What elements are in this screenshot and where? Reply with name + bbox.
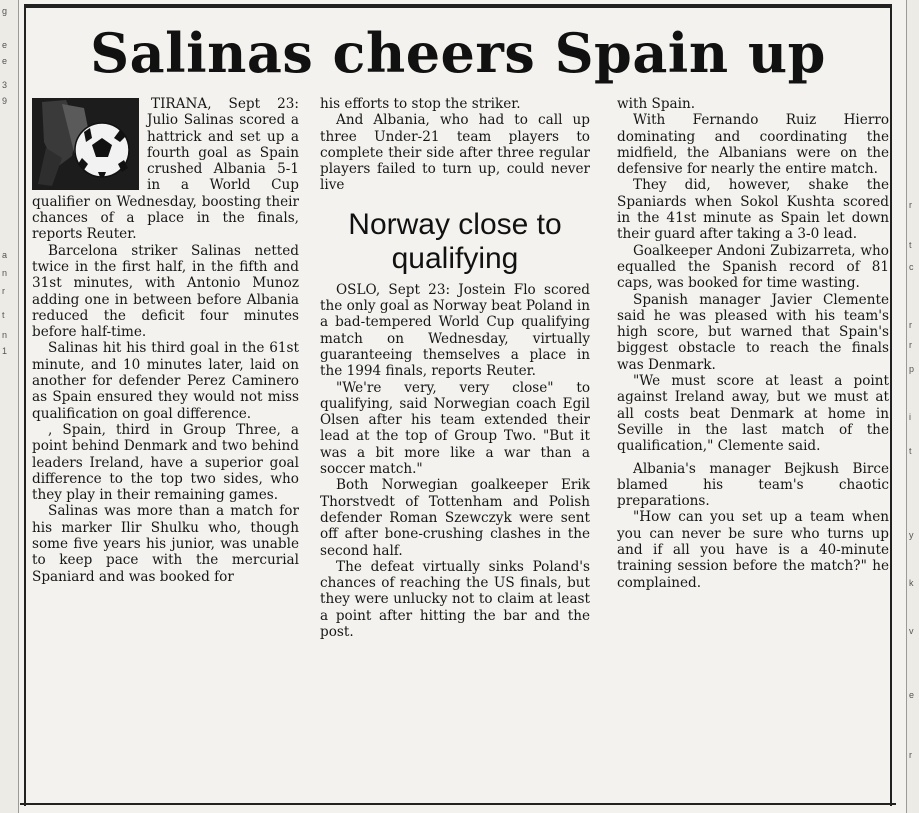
paragraph: Spanish manager Javier Clemente said he was pleased with his team's high score, but warned that Spain's biggest obstacle to reach the finals was Denmark. xyxy=(617,291,889,373)
paragraph: "How can you set up a team when you can never be sure who turns up and if all you have is a 40-minute training session before the match?" he complained. xyxy=(617,509,889,591)
paragraph-text: Julio Salinas scored a hattrick and set up a fourth goal as Spain crushed Albania 5-1 in a World Cup qualifier on Wednesday, boosting their chances of a place in the finals, reports Reuter. xyxy=(32,112,299,243)
margin-glyph: t xyxy=(909,446,912,456)
margin-glyph: p xyxy=(909,364,915,374)
paragraph: Salinas hit his third goal in the 61st minute, and 10 minutes later, laid on another for defender Perez Caminero as Spain ensured they would not miss qualification on goal difference. xyxy=(32,340,299,422)
dateline: TIRANA, Sept 23: xyxy=(151,96,299,112)
margin-glyph: 1 xyxy=(2,346,8,356)
paragraph: with Spain. xyxy=(617,96,696,112)
margin-glyph: y xyxy=(909,530,914,540)
margin-glyph: r xyxy=(909,750,912,760)
margin-glyph: r xyxy=(2,286,5,296)
paragraph: Both Norwegian goalkeeper Erik Thorstvedt of Tottenham and Polish defender Roman Szewczyk were sent off after bone-crushing clashes in the second half. xyxy=(320,477,590,559)
article-column-2 xyxy=(320,96,590,640)
margin-glyph: i xyxy=(909,412,911,422)
paragraph: "We must score at least a point against Ireland away, but we must at all costs beat Denmark at home in Seville in the last match of the qualification," Clemente said. xyxy=(617,373,889,455)
paragraph: OSLO, Sept 23: Jostein Flo scored the only goal as Norway beat Poland in a bad-tempered World Cup qualifying match on Wednesday, virtually guaranteeing themselves a place in the 1994 finals, reports Reuter. xyxy=(320,281,590,380)
article-column-3 xyxy=(617,96,889,591)
margin-glyph: r xyxy=(909,320,912,330)
article-column-1 xyxy=(32,96,299,585)
margin-glyph: n xyxy=(2,330,8,340)
margin-glyph: t xyxy=(909,240,912,250)
margin-glyph: r xyxy=(909,340,912,350)
margin-glyph: a xyxy=(2,250,8,260)
margin-glyph: e xyxy=(2,40,8,50)
paragraph: Goalkeeper Andoni Zubizarreta, who equalled the Spanish record of 81 caps, was booked for time wasting. xyxy=(617,242,889,292)
subheadline: Norway close to qualifying xyxy=(348,207,562,275)
margin-glyph: v xyxy=(909,626,914,636)
paragraph: Barcelona striker Salinas netted twice in the first half, in the fifth and 31st minutes, with Antonio Munoz adding one in between before Albania reduced the deficit four minutes before half-time. xyxy=(32,242,299,341)
margin-glyph: n xyxy=(2,268,8,278)
margin-glyph: 9 xyxy=(2,96,8,106)
margin-glyph: t xyxy=(2,310,5,320)
paragraph: , Spain, third in Group Three, a point behind Denmark and two behind leaders Ireland, have a superior goal difference to the top two sides, who they play in their remaining games. xyxy=(32,421,299,504)
paragraph: The defeat virtually sinks Poland's chances of reaching the US finals, but they were unlucky not to claim at least a point after hitting the bar and the post. xyxy=(320,558,590,641)
bottom-rule xyxy=(20,803,896,805)
right-adjacent-column xyxy=(906,0,919,813)
paragraph: his efforts to stop the striker. xyxy=(320,96,521,112)
left-adjacent-column xyxy=(0,0,19,813)
paragraph: "We're very, very close" to qualifying, said Norwegian coach Egil Olsen after his team extended their lead at the top of Group Two. "But it was a bit more like a war than a soccer match." xyxy=(320,379,590,478)
margin-glyph: g xyxy=(2,6,8,16)
margin-glyph: 3 xyxy=(2,80,8,90)
paragraph: And Albania, who had to call up three Under-21 team players to complete their side after three regular players failed to turn up, could never live xyxy=(320,112,590,194)
margin-glyph: r xyxy=(909,200,912,210)
headline: Salinas cheers Spain up xyxy=(90,21,826,85)
paragraph: With Fernando Ruiz Hierro dominating and coordinating the midfield, the Albanians were on the defensive for nearly the entire match. xyxy=(617,112,889,178)
margin-glyph: c xyxy=(909,262,914,272)
margin-glyph: k xyxy=(909,578,914,588)
margin-glyph: e xyxy=(909,690,915,700)
margin-glyph: e xyxy=(2,56,8,66)
paragraph: Albania's manager Bejkush Birce blamed his team's chaotic preparations. xyxy=(617,460,889,510)
paragraph: They did, however, shake the Spaniards when Sokol Kushta scored in the 41st minute as Spain let down their guard after taking a 3-0 lead. xyxy=(617,177,889,243)
football-photo-icon xyxy=(32,98,139,190)
paragraph: Salinas was more than a match for his marker Ilir Shulku who, though some five years his junior, was unable to keep pace with the mercurial Spaniard and was booked for xyxy=(32,503,299,585)
